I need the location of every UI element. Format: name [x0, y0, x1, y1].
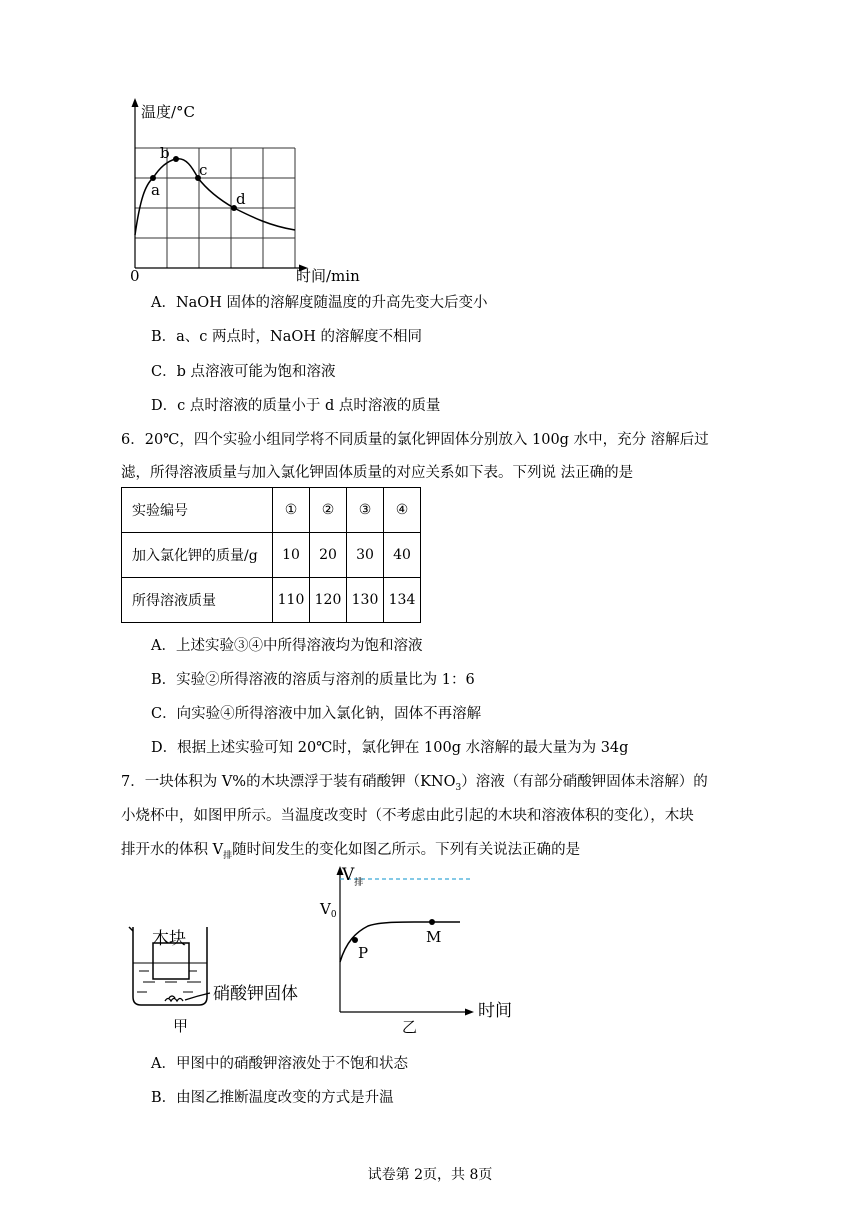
chart-grid — [135, 148, 295, 268]
q7-stem-line3-sub: 排 — [223, 850, 233, 861]
q5-option-c: C．b 点溶液可能为饱和溶液 — [151, 364, 336, 380]
point-m-marker — [429, 919, 435, 925]
v0-label — [319, 900, 337, 920]
table-cell: 加入氯化钾的质量/g — [122, 533, 273, 578]
point-b-label: b — [160, 144, 170, 162]
q6-stem-line2: 滤，所得溶液质量与加入氯化钾固体质量的对应关系如下表。下列说 法正确的是 — [121, 465, 634, 481]
point-p-marker — [352, 937, 358, 943]
figure-jia-caption: 甲 — [173, 1017, 189, 1035]
q6-data-table — [121, 487, 421, 623]
q7-stem-line3-a: 排开水的体积 V — [121, 842, 224, 858]
q5-option-b: B．a、c 两点时，NaOH 的溶解度不相同 — [151, 329, 423, 345]
q7-stem-line2: 小烧杯中，如图甲所示。当温度改变时（不考虑由此引起的木块和溶液体积的变化），木块 — [121, 808, 694, 824]
block-label: 木块 — [152, 929, 186, 949]
table-cell: ④ — [384, 488, 421, 533]
table-cell: 实验编号 — [122, 488, 273, 533]
v0-label-main: V — [320, 900, 331, 918]
figure-jia-beaker — [125, 865, 325, 1035]
q6-stem-line1: 6．20℃，四个实验小组同学将不同质量的氯化钾固体分别放入 100g 水中，充分 溶解后过 — [121, 432, 709, 448]
yi-x-label: 时间 — [478, 1001, 512, 1021]
kno3-solid — [165, 996, 183, 1001]
table-cell: 134 — [384, 578, 421, 623]
table-row — [122, 578, 421, 623]
point-b-marker — [173, 156, 179, 162]
x-axis-label: 时间/min — [296, 267, 360, 285]
q6-option-b: B．实验②所得溶液的溶质与溶剂的质量比为 1：6 — [151, 672, 475, 688]
solid-label: 硝酸钾固体 — [213, 984, 298, 1004]
q7-option-b: B．由图乙推断温度改变的方式是升温 — [151, 1090, 394, 1106]
yi-y-label — [341, 865, 363, 888]
origin-label: 0 — [130, 267, 140, 285]
figure-yi-chart — [318, 862, 518, 1037]
q5-option-d: D．c 点时溶液的质量小于 d 点时溶液的质量 — [151, 398, 441, 414]
y-axis-label: 温度/°C — [141, 103, 196, 121]
yi-y-label-main: V — [342, 865, 355, 885]
point-a-label: a — [151, 181, 160, 199]
table-cell: 110 — [273, 578, 310, 623]
table-row — [122, 488, 421, 533]
q5-option-a: A．NaOH 固体的溶解度随温度的升高先变大后变小 — [151, 295, 488, 311]
q7-stem-line1-b: ）溶液（有部分硝酸钾固体未溶解）的 — [461, 774, 708, 790]
table-cell: 10 — [273, 533, 310, 578]
y-axis-arrow — [132, 98, 139, 107]
table-cell: ③ — [347, 488, 384, 533]
q7-stem-line3-b: 随时间发生的变化如图乙所示。下列有关说法正确的是 — [232, 842, 581, 858]
point-p-label: P — [358, 944, 369, 962]
yi-x-axis-arrow — [465, 1009, 474, 1016]
point-d-label: d — [236, 190, 246, 208]
q7-stem-line1-sub: 3 — [455, 782, 462, 793]
table-cell: 30 — [347, 533, 384, 578]
q6-option-d: D．根据上述实验可知 20℃时，氯化钾在 100g 水溶解的最大量为为 34g — [151, 740, 629, 756]
figure-yi-caption: 乙 — [402, 1018, 418, 1036]
q7-stem-line1 — [121, 770, 708, 793]
q7-stem-line1-a: 7．一块体积为 V%的木块漂浮于装有硝酸钾（KNO — [121, 774, 456, 790]
q6-option-a: A．上述实验③④中所得溶液均为饱和溶液 — [151, 638, 423, 654]
table-row — [122, 533, 421, 578]
table-cell: 130 — [347, 578, 384, 623]
yi-y-label-sub: 排 — [354, 878, 364, 888]
table-cell: ② — [310, 488, 347, 533]
q7-option-a: A．甲图中的硝酸钾溶液处于不饱和状态 — [151, 1056, 408, 1072]
page-footer: 试卷第 2页，共 8页 — [367, 1167, 493, 1183]
table-cell: 120 — [310, 578, 347, 623]
table-cell: 20 — [310, 533, 347, 578]
table-cell: 40 — [384, 533, 421, 578]
point-m-label: M — [426, 928, 442, 946]
q6-option-c: C．向实验④所得溶液中加入氯化钠，固体不再溶解 — [151, 706, 482, 722]
table-cell: ① — [273, 488, 310, 533]
table-cell: 所得溶液质量 — [122, 578, 273, 623]
temperature-time-chart — [120, 95, 360, 285]
point-c-label: c — [199, 161, 208, 179]
v0-label-sub: 0 — [330, 910, 337, 920]
q7-stem-line3 — [121, 838, 580, 861]
